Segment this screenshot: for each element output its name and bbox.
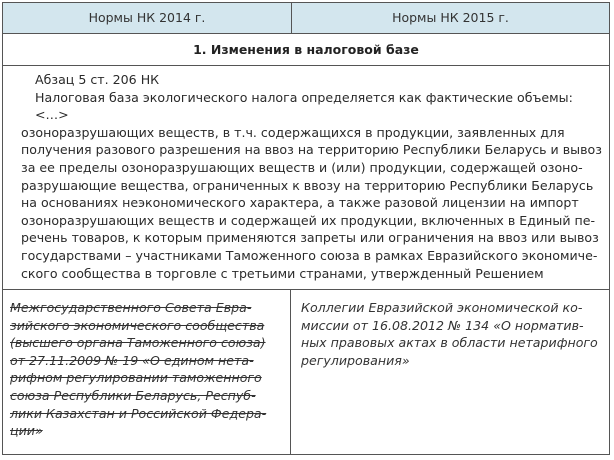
old-norm-line: Межгосударственного Совета Евра- [10,300,252,315]
norm-line: государствами – участниками Таможенного союза в рамках Евразийского экономиче- [21,247,598,263]
old-norm-line: ции» [10,423,43,439]
norm-line: речень товаров, к которым применяются запреты или ограничения на ввоз или вывоз [21,230,599,246]
section-title: 1. Изменения в налоговой базе [3,34,609,66]
header-2015: Нормы НК 2015 г. [291,3,609,33]
old-norm-line: (высшего органа Таможенного союза) [10,335,266,351]
old-norm-line: союза Республики Беларусь, Респуб- [10,387,256,403]
old-norm-cell [3,290,291,454]
norm-line: озоноразрушающих веществ и содержащей их продукции, включенных в Единый пе- [21,212,596,228]
old-norm-line: лики Казахстан и Российской Федера- [10,405,267,421]
old-norm-line: зийского экономического сообщества [10,317,265,333]
norm-line: разрушающие вещества, ограниченных к ввозу на территорию Республики Беларусь [21,177,594,193]
new-norm-line: миссии от 16.08.2012 № 134 «О норматив- [301,317,584,333]
norm-line: на основаниях неэкономического характера, а также разовой лицензии на импорт [21,195,579,211]
old-norm-text [10,299,282,440]
old-norm-line: рифном регулировании таможенного [10,370,262,386]
common-norm-row [3,66,609,290]
norm-line: получения разового разрешения на ввоз на территорию Республики Беларусь и вывоз [21,142,602,158]
table-header-row [3,3,609,34]
norm-line: <…> [35,107,69,123]
norm-line: озоноразрушающих веществ, в т.ч. содержащихся в продукции, заявленных для [21,124,565,140]
header-2014: Нормы НК 2014 г. [88,10,206,25]
new-norm-line: регулирования» [301,352,410,368]
norm-line: ского сообщества в торговле с третьими странами, утвержденный Решением [21,265,544,281]
new-norm-text [301,299,601,369]
old-norm-line: от 27.11.2009 № 19 «О едином нета- [10,352,254,368]
new-norm-cell [291,290,609,454]
new-norm-line: ных правовых актах в области нетарифного [301,335,598,351]
common-norm-text [21,71,602,282]
comparison-table [2,2,610,455]
norm-line: за ее пределы озоноразрушающих веществ и (или) продукции, содержащей озоно- [21,159,583,175]
comparison-row [3,290,609,454]
norm-line: Абзац 5 ст. 206 НК [35,72,160,87]
new-norm-line: Коллегии Евразийской экономической ко- [301,300,583,315]
norm-line: Налоговая база экологического налога определяется как фактические объемы: [35,89,573,105]
